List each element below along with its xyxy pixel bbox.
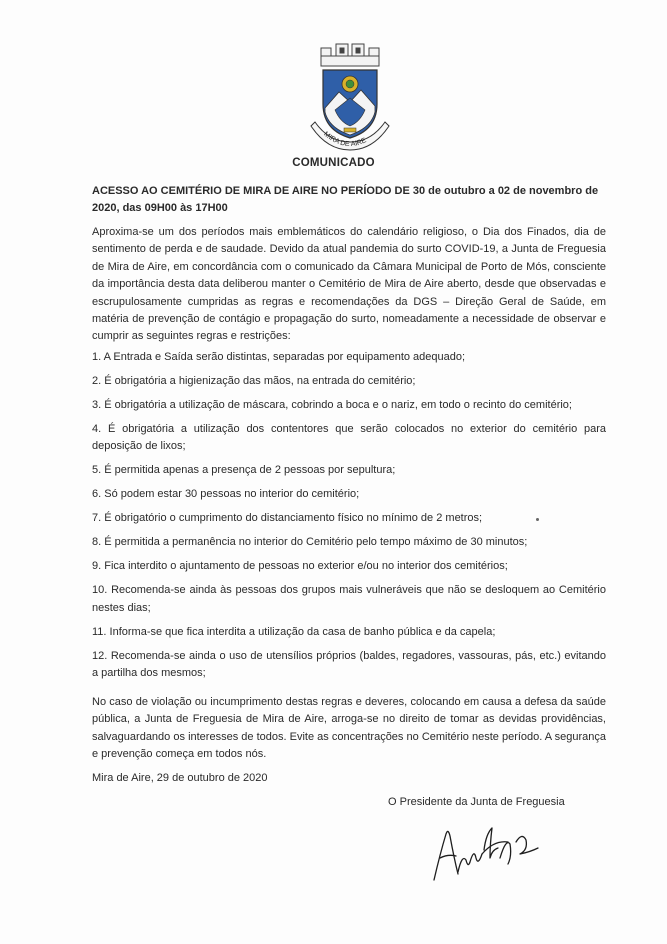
intro-paragraph: Aproxima-se um dos períodos mais emblemáticos do calendário religioso, o Dia dos Finados, dia de sentimento de perda e de saudade. Devido da atual pandemia do surto COVID-19, a Junta de Freguesia de Mira de Aire, em concordância com o comunicado da Câmara Municipal de Porto de Mós, consciente da importância desta data deliberou manter o Cemitério de Mira de Aire aberto, desde que observadas e escrupulosamente cumpridas as regras e recomendações da DGS – Direção Geral de Saúde, em matéria de prevenção de contágio e propagação do surto, nomeadamente a necessidade de observar e cumprir as seguintes regras e restrições: [92,226,606,343]
coat-of-arms-icon [305,42,395,154]
rule-item: 1. A Entrada e Saída serão distintas, separadas por equipamento adequado; [92,351,466,363]
rule-item: 6. Só podem estar 30 pessoas no interior do cemitério; [92,488,360,501]
rule-item: 9. Fica interdito o ajuntamento de pessoas no exterior e/ou no interior dos cemitérios; [92,560,508,573]
handwritten-signature [430,814,542,886]
rule-item: 10. Recomenda-se ainda às pessoas dos grupos mais vulneráveis que não se desloquem ao Cemitério nestes dias; [92,584,606,614]
document-subject: ACESSO AO CEMITÉRIO DE MIRA DE AIRE NO PERÍODO DE 30 de outubro a 02 de novembro de 2020, das 09H00 às 17H00 [92,185,599,214]
rule-item: 8. É permitida a permanência no interior do Cemitério pelo tempo máximo de 30 minutos; [92,536,528,549]
rule-item: 3. É obrigatória a utilização de máscara, cobrindo a boca e o nariz, em todo o recinto do cemitério; [92,399,572,411]
rule-item: 5. É permitida apenas a presença de 2 pessoas por sepultura; [92,464,396,477]
rule-item: 2. É obrigatória a higienização das mãos, na entrada do cemitério; [92,375,416,387]
closing-paragraph: No caso de violação ou incumprimento destas regras e deveres, colocando em causa a defesa da saúde pública, a Junta de Freguesia de Mira de Aire, arroga-se no direito de tomar as devidas providências, salvaguardando os interesses de todos. Evite as concentrações no Cemitério neste período. A segurança e prevenção começa em todos nós. [92,696,606,761]
mural-crown [321,44,379,66]
scan-speck [536,518,539,521]
rules-list [92,349,606,689]
document-date: Mira de Aire, 29 de outubro de 2020 [92,772,268,784]
document-title: COMUNICADO [292,157,375,169]
rule-item: 7. É obrigatório o cumprimento do distanciamento físico no mínimo de 2 metros; [92,512,483,525]
crest-motto-text: MIRA DE AIRE [322,130,368,149]
rule-item: 4. É obrigatória a utilização dos contentores que serão colocados no exterior do cemitério para deposição de lixos; [92,423,606,453]
rule-item: 11. Informa-se que fica interdita a utilização da casa de banho pública e da capela; [92,625,496,638]
signatory-title: O Presidente da Junta de Freguesia [388,796,565,808]
rule-item: 12. Recomenda-se ainda o uso de utensílios próprios (baldes, regadores, vassouras, pás, etc.) evitando a partilha dos mesmos; [92,649,606,680]
